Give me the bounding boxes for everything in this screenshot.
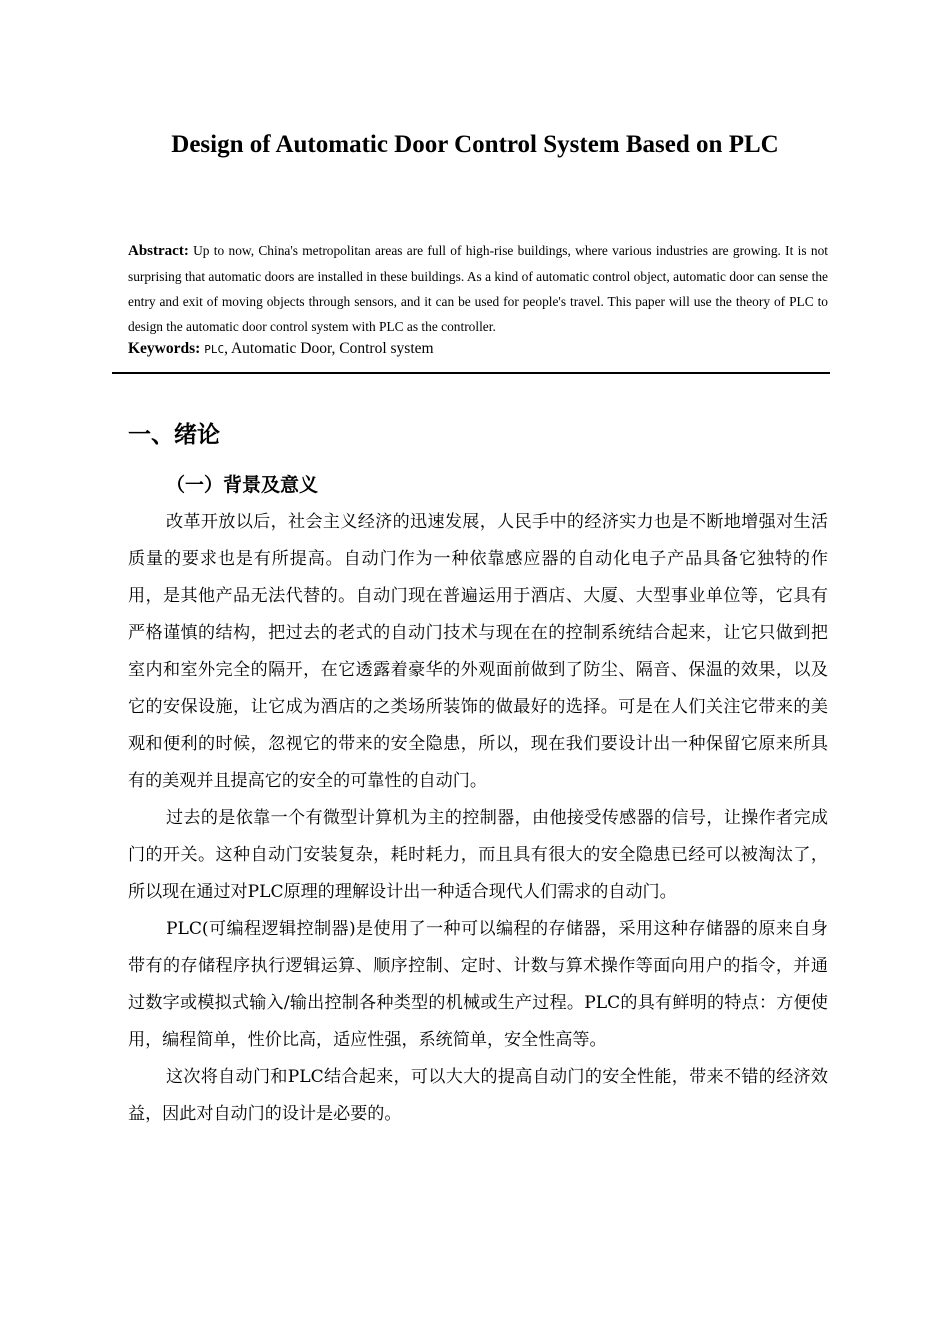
abstract-text: Up to now, China's metropolitan areas are full of high-rise buildings, where various industries are growing. It is not surprising that automatic doors are installed in these buildings. As a kind of automatic control object, automatic door can sense the entry and exit of moving objects through sensors, and it can be used for people's travel. This paper will use the theory of PLC to design the automatic door control system with PLC as the controller. bbox=[128, 243, 828, 334]
paper-title: Design of Automatic Door Control System Based on PLC bbox=[171, 131, 779, 158]
paragraph-2: 过去的是依靠一个有微型计算机为主的控制器，由他接受传感器的信号，让操作者完成门的开关。这种自动门安装复杂，耗时耗力，而且具有很大的安全隐患已经可以被淘汰了，所以现在通过对PLC原理的理解设计出一种适合现代人们需求的自动门。 bbox=[128, 808, 828, 902]
keywords-rest: , Automatic Door, Control system bbox=[224, 340, 434, 357]
abstract-label: Abstract: bbox=[128, 243, 189, 259]
paragraph-3: PLC(可编程逻辑控制器)是使用了一种可以编程的存储器，采用这种存储器的原来自身带有的存储程序执行逻辑运算、顺序控制、定时、计数与算术操作等面向用户的指令，并通过数字或模拟式输入/输出控制各种类型的机械或生产过程。PLC的具有鲜明的特点：方便使用，编程简单，性价比高，适应性强，系统简单，安全性高等。 bbox=[128, 919, 828, 1050]
abstract bbox=[128, 238, 828, 339]
keyword-plc: PLC bbox=[204, 343, 225, 356]
section-heading: 一、绪论 bbox=[128, 422, 220, 448]
keywords-label: Keywords: bbox=[128, 340, 201, 357]
subsection-heading: （一）背景及意义 bbox=[166, 474, 319, 496]
body-text bbox=[128, 504, 828, 1133]
keywords bbox=[128, 337, 828, 362]
paragraph-1: 改革开放以后，社会主义经济的迅速发展，人民手中的经济实力也是不断地增强对生活质量的要求也是有所提高。自动门作为一种依靠感应器的自动化电子产品具备它独特的作用，是其他产品无法代替的。自动门现在普遍运用于酒店、大厦、大型事业单位等，它具有严格谨慎的结构，把过去的老式的自动门技术与现在在的控制系统结合起来，让它只做到把室内和室外完全的隔开，在它透露着豪华的外观面前做到了防尘、隔音、保温的效果，以及它的安保设施，让它成为酒店的之类场所装饰的做最好的选择。可是在人们关注它带来的美观和便利的时候，忽视它的带来的安全隐患，所以，现在我们要设计出一种保留它原来所具有的美观并且提高它的安全的可靠性的自动门。 bbox=[128, 512, 828, 791]
paragraph-4: 这次将自动门和PLC结合起来，可以大大的提高自动门的安全性能，带来不错的经济效益，因此对自动门的设计是必要的。 bbox=[128, 1067, 828, 1124]
abstract-divider bbox=[112, 372, 830, 374]
